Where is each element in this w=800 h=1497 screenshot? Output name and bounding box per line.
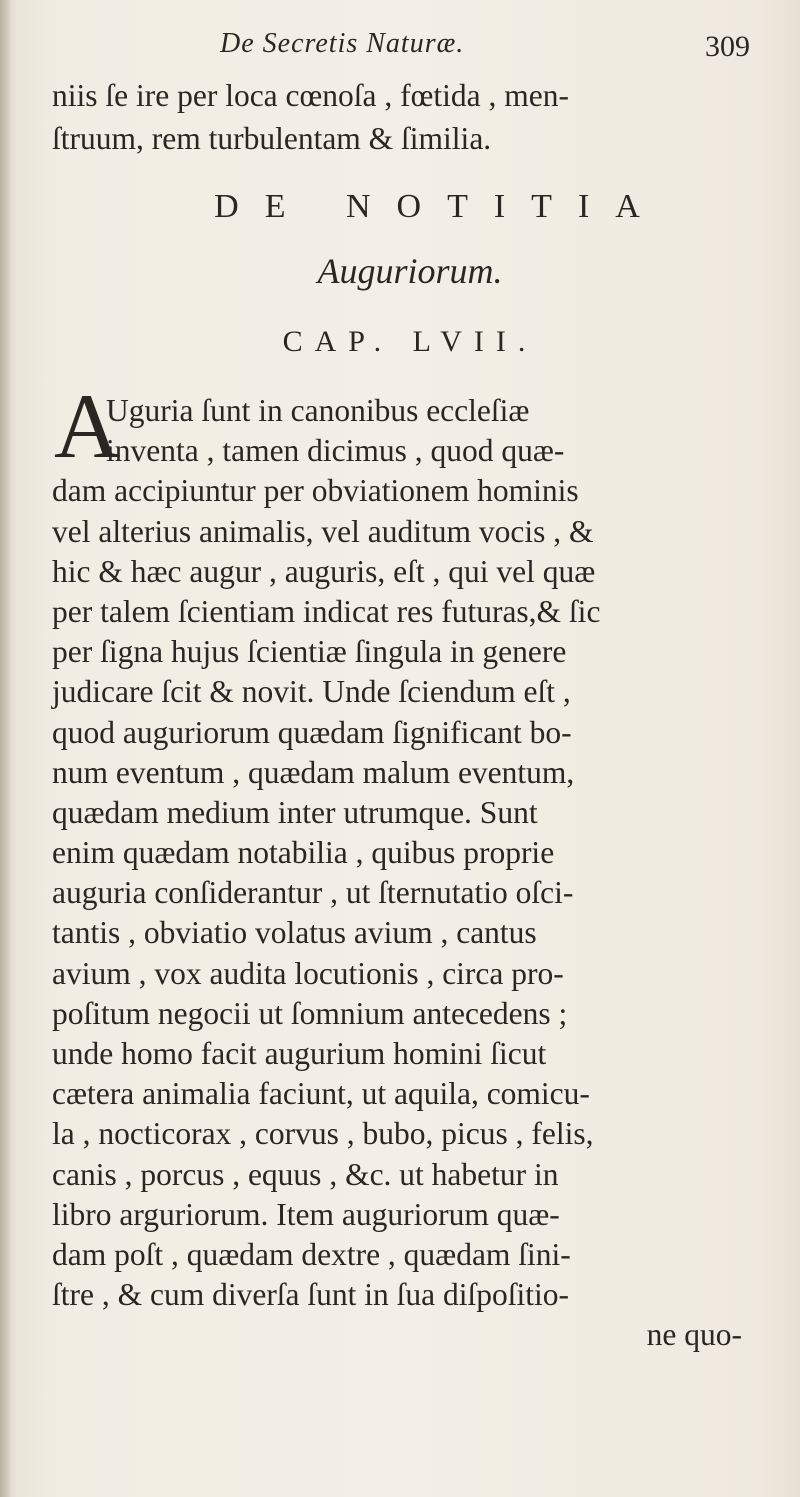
text-line: vel alterius animalis, vel auditum vocis , &: [52, 513, 594, 549]
text-line: judicare ſcit & novit. Unde ſciendum eſt ,: [52, 674, 571, 710]
text-line: num eventum , quædam malum eventum,: [52, 754, 575, 790]
text-line: inventa , tamen dicimus , quod quæ-: [106, 433, 565, 469]
text-line: quædam medium inter utrumque. Sunt: [52, 794, 538, 830]
catchword: ne quo-: [646, 1317, 742, 1353]
text-line: Uguria ſunt in canonibus eccleſiæ: [106, 393, 530, 428]
text-line: la , nocticorax , corvus , bubo, picus , felis,: [52, 1116, 594, 1152]
body-paragraph: [52, 393, 772, 1358]
text-line: canis , porcus , equus , &c. ut habetur in: [52, 1156, 559, 1192]
text-line: unde homo facit augurium homini ſicut: [52, 1036, 547, 1071]
text-line: auguria conſiderantur , ut ſternutatio oſci-: [52, 875, 574, 911]
chapter-heading: CAP. LVII.: [282, 325, 538, 358]
text-line: quod auguriorum quædam ſignificant bo-: [52, 714, 572, 750]
section-subheading: Auguriorum.: [317, 251, 503, 291]
intro-paragraph: [52, 78, 772, 164]
text-line: ſtre , & cum diverſa ſunt in ſua diſpoſitio-: [52, 1277, 570, 1313]
text-line: ſtruum, rem turbulentam & ſimilia.: [52, 121, 492, 156]
text-line: dam poſt , quædam dextre , quædam ſini-: [52, 1236, 571, 1272]
text-line: tantis , obviatio volatus avium , cantus: [52, 915, 537, 951]
section-heading: DE NOTITIA: [214, 188, 666, 225]
drop-capital: A: [54, 375, 121, 477]
text-line: per ſigna hujus ſcientiæ ſingula in genere: [52, 634, 567, 670]
page-number: 309: [705, 30, 750, 63]
text-line: cætera animalia faciunt, ut aquila, comicu-: [52, 1076, 590, 1112]
text-line: avium , vox audita locutionis , circa pro-: [52, 955, 564, 991]
text-line: per talem ſcientiam indicat res futuras,& ſic: [52, 593, 601, 629]
page-header: [0, 22, 800, 72]
running-title: De Secretis Naturæ.: [220, 28, 465, 59]
text-line: hic & hæc augur , auguris, eſt , qui vel quæ: [52, 553, 596, 589]
text-line: libro arguriorum. Item auguriorum quæ-: [52, 1196, 560, 1232]
text-line: enim quædam notabilia , quibus proprie: [52, 835, 555, 871]
text-line: dam accipiuntur per obviationem hominis: [52, 473, 579, 509]
text-line: poſitum negocii ut ſomnium antecedens ;: [52, 995, 568, 1031]
text-line: niis ſe ire per loca cœnoſa , fœtida , men-: [52, 78, 569, 113]
